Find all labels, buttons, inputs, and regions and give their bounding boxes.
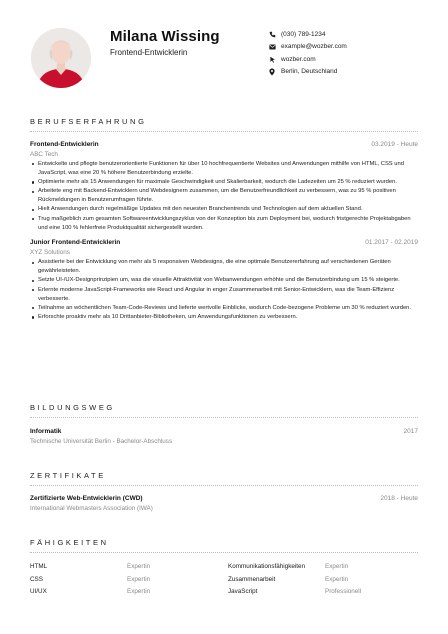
job-bullets xyxy=(30,160,418,232)
education-entry xyxy=(30,428,418,446)
contact-email-text[interactable]: example@wozber.com xyxy=(281,43,347,50)
skill-row xyxy=(30,588,418,601)
profile-photo xyxy=(31,28,91,88)
candidate-name: Milana Wissing xyxy=(110,28,220,45)
job-company: ABC Tech xyxy=(30,151,58,158)
list-item: Optimierte mehr als 15 Anwendungen für maximale Geschwindigkeit und Skalierbarkeit, wodurch die Ladezeiten um 25 % reduziert wurden. xyxy=(30,178,418,187)
experience-section xyxy=(30,117,418,322)
section-title: FÄHIGKEITEN xyxy=(30,538,109,547)
education-header xyxy=(30,428,418,437)
list-item: Trug maßgeblich zum gesamten Softwareentwicklungszyklus von der Konzeption bis zum Deployment bei, wodurch fristgerechte Projektabgaben und eine 100 % fehlerfreie Produktqualität sichergestellt wurden. xyxy=(30,215,418,233)
contact-website[interactable] xyxy=(268,53,347,65)
education-title: Informatik xyxy=(30,428,62,435)
job-title: Junior Frontend-Entwicklerin xyxy=(30,239,121,247)
skill-level: Professionell xyxy=(325,588,362,595)
job-entry xyxy=(30,141,418,232)
skill-name: Zusammenarbeit xyxy=(228,575,276,583)
skill-name: JavaScript xyxy=(228,588,258,595)
skill-level: Expertin xyxy=(325,563,349,570)
section-divider xyxy=(30,417,418,418)
contact-phone-text: (030) 789-1234 xyxy=(281,30,326,38)
section-divider xyxy=(30,131,418,132)
list-item: Erlernte moderne JavaScript-Frameworks wie React und Angular in enger Zusammenarbeit mit Senior-Entwicklern, was die Team-Effizienz verbesserte. xyxy=(30,286,418,304)
list-item: Hielt Anwendungen durch regelmäßige Updates mit den neuesten Branchentrends und Technologien auf dem aktuellen Stand. xyxy=(30,205,418,214)
location-pin-icon xyxy=(268,68,276,76)
list-item: Assistierte bei der Entwicklung von mehr als 5 responsiven Webdesigns, die eine optimale Benutzererfahrung auf verschiedenen Geräten gewährleisteten. xyxy=(30,258,418,276)
education-section xyxy=(30,403,418,446)
skill-level: Expertin xyxy=(325,575,349,583)
education-institution: Technische Universität Berlin - Bachelor-Abschluss xyxy=(30,438,173,445)
section-title: BERUFSERFAHRUNG xyxy=(30,117,147,126)
section-title: BILDUNGSWEG xyxy=(30,403,115,412)
contact-location-text: Berlin, Deutschland xyxy=(281,68,338,75)
certificate-entry xyxy=(30,495,418,513)
list-item: Erforschte proaktiv mehr als 10 Drittanbieter-Bibliotheken, um Anwendungsfunktionen zu verbessern. xyxy=(30,313,418,322)
resume-header xyxy=(0,0,448,108)
job-bullets xyxy=(30,258,418,322)
contact-location xyxy=(268,66,347,78)
skills-grid xyxy=(30,563,418,601)
job-header xyxy=(30,239,418,248)
list-item: Arbeitete eng mit Backend-Entwicklern und Webdesignern zusammen, um die Benutzerfreundlichkeit zu verbessern, was zu 95 % positiven Rückmeldungen in Benutzerumfragen führte. xyxy=(30,187,418,205)
skills-section xyxy=(30,538,418,601)
skill-name: HTML xyxy=(30,563,48,570)
section-divider xyxy=(30,552,418,553)
certificate-issuer: International Webmasters Association (IWA) xyxy=(30,505,153,512)
list-item: Teilnahme an wöchentlichen Team-Code-Reviews und lieferte wertvolle Einblicke, wodurch Code-bezogene Probleme um 30 % reduziert wurden. xyxy=(30,304,418,313)
link-icon xyxy=(268,55,276,63)
skill-row xyxy=(30,563,418,576)
certificate-title: Zertifizierte Web-Entwicklerin (CWD) xyxy=(30,495,143,502)
skill-row xyxy=(30,576,418,589)
skill-level: Expertin xyxy=(127,575,151,583)
job-date: 03.2019 - Heute xyxy=(371,141,418,148)
mail-icon xyxy=(268,43,276,51)
education-date: 2017 xyxy=(403,428,418,435)
job-entry xyxy=(30,239,418,322)
skill-level: Expertin xyxy=(127,563,151,570)
section-title: ZERTIFIKATE xyxy=(30,471,106,480)
certificate-header xyxy=(30,495,418,504)
skill-name: Kommunikationsfähigkeiten xyxy=(228,563,306,570)
job-date: 01.2017 - 02.2019 xyxy=(365,239,418,247)
contact-website-text[interactable]: wozber.com xyxy=(281,55,316,63)
section-divider xyxy=(30,485,418,486)
list-item: Entwickelte und pflegte benutzerorientierte Funktionen für über 10 hochfrequentierte Websites und Anwendungen mithilfe von HTML, CSS und JavaScript, was eine 20 % höhere Benutzerbindung erzielte. xyxy=(30,160,418,178)
phone-icon xyxy=(268,30,276,38)
skill-level: Expertin xyxy=(127,588,151,595)
certificate-date: 2018 - Heute xyxy=(380,495,418,502)
certificates-section xyxy=(30,471,418,513)
contact-phone xyxy=(268,28,347,40)
skill-name: UI/UX xyxy=(30,588,47,595)
job-company: XYZ Solutions xyxy=(30,249,70,257)
skill-name: CSS xyxy=(30,575,43,583)
contact-email[interactable] xyxy=(268,41,347,53)
job-header xyxy=(30,141,418,150)
job-title: Frontend-Entwicklerin xyxy=(30,141,99,148)
candidate-role: Frontend-Entwicklerin xyxy=(110,48,188,57)
list-item: Setzte UI-/UX-Designprinzipien um, was die visuelle Attraktivität von Webanwendungen erhöhte und die Benutzerbindung um 15 % steigerte. xyxy=(30,276,418,285)
contact-list xyxy=(268,28,347,78)
